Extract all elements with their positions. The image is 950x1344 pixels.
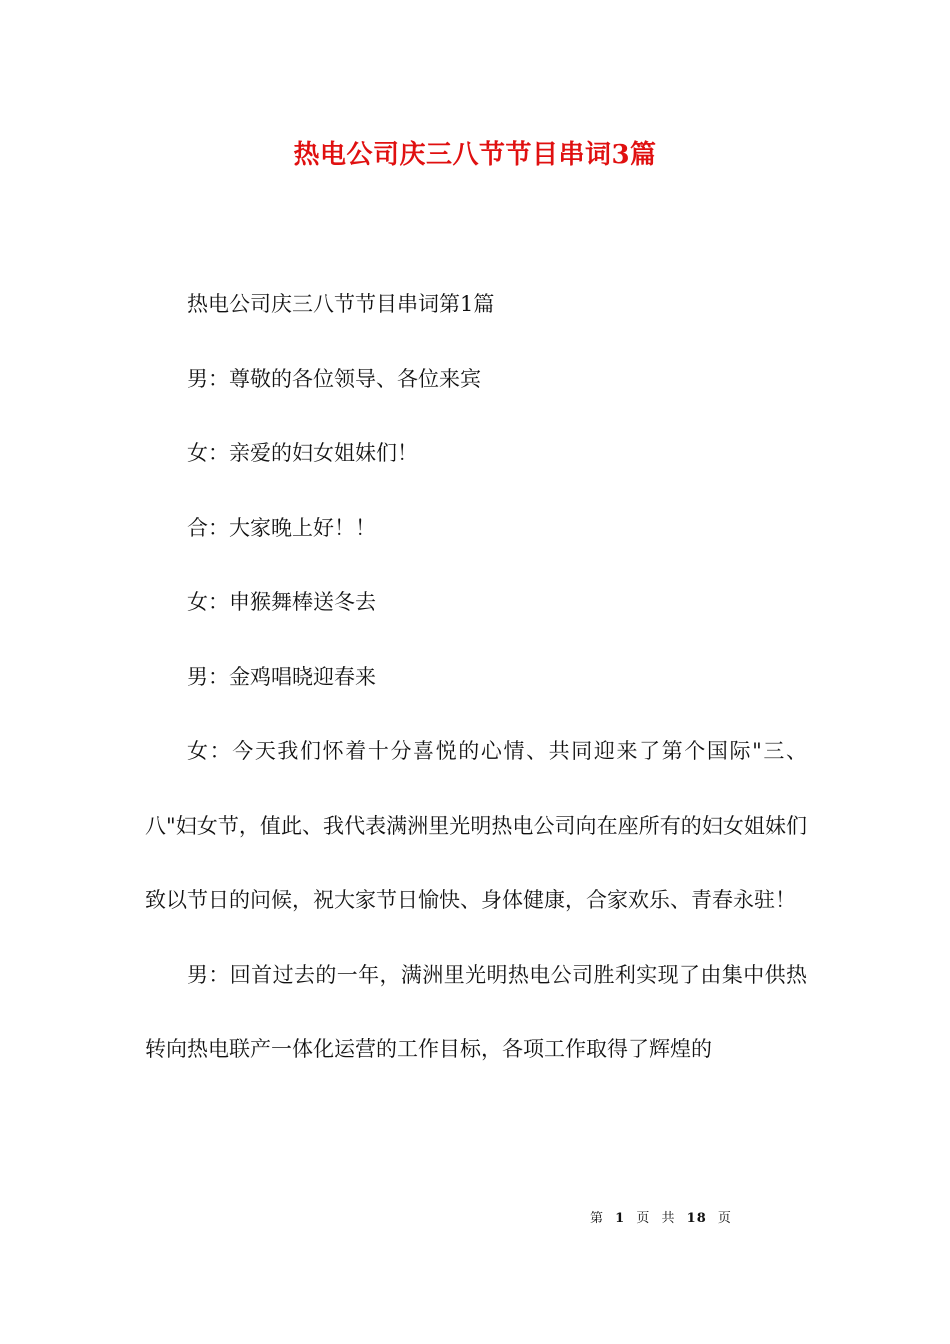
footer-prefix: 第	[590, 1211, 605, 1226]
paragraph: 男：金鸡唱晓迎春来	[187, 664, 376, 689]
paragraph: 合：大家晚上好！！	[187, 515, 376, 540]
footer-suffix: 页	[717, 1211, 732, 1226]
footer-current-page: 1	[615, 1211, 626, 1226]
document-body	[145, 267, 807, 1087]
footer-page-word: 页	[636, 1211, 651, 1226]
document-title: 热电公司庆三八节节目串词3篇	[293, 140, 657, 170]
section-heading: 热电公司庆三八节节目串词第1篇	[187, 292, 495, 316]
paragraph: 男：回首过去的一年，满洲里光明热电公司胜利实现了由集中供热转向热电联产一体化运营的工作目标，各项工作取得了辉煌的	[145, 962, 807, 1061]
paragraph: 女：申猴舞棒送冬去	[187, 590, 376, 614]
paragraph: 女：亲爱的妇女姐妹们！	[187, 441, 418, 465]
footer-total-pages: 18	[686, 1211, 707, 1226]
page-footer	[590, 1207, 738, 1226]
paragraph: 男：尊敬的各位领导、各位来宾	[187, 366, 481, 391]
footer-total-prefix: 共	[661, 1211, 676, 1226]
paragraph: 女：今天我们怀着十分喜悦的心情、共同迎来了第个国际"三、八"妇女节，值此、我代表满洲里光明热电公司向在座所有的妇女姐妹们致以节日的问候，祝大家节日愉快、身体健康，合家欢乐、青春永驻！	[145, 739, 807, 912]
